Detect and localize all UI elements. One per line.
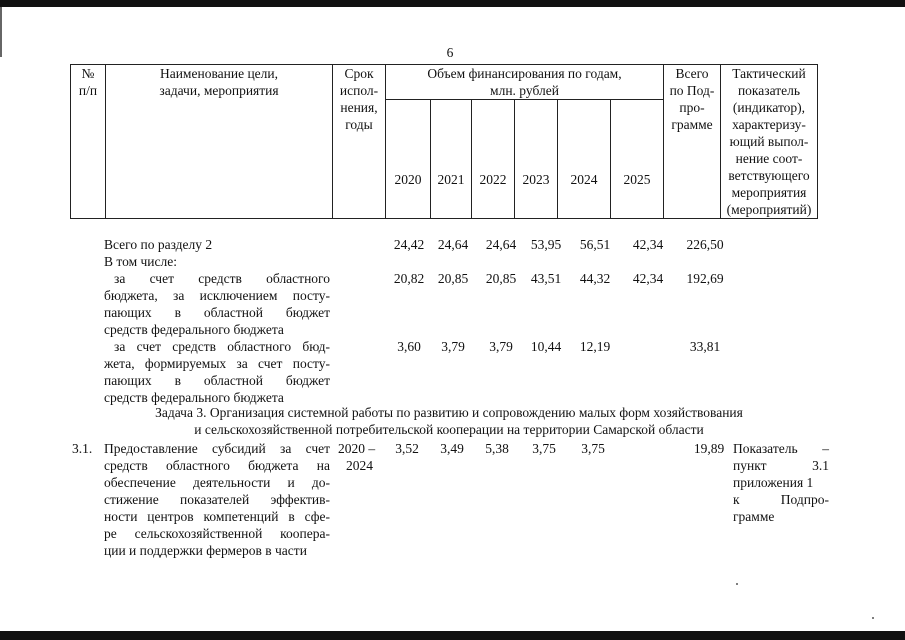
sub-row-1-total: 192,69 — [686, 271, 724, 286]
sub-row-2-text: за счет средств областного бюд- жета, формируемых за счет посту- пающих в областной бюджет средств федерального бюджета — [104, 339, 330, 405]
sub-row-1-2022: 20,85 — [485, 271, 517, 286]
section-total-2023: 53,95 — [530, 237, 562, 252]
header-year-2024: 2024 — [558, 100, 611, 219]
sub-row-2-total: 33,81 — [689, 339, 721, 354]
section-total-2025: 42,34 — [632, 237, 664, 252]
item-3-1-2022: 5,38 — [485, 441, 509, 456]
item-3-1-total: 19,89 — [693, 441, 725, 456]
header-col-name: Наименование цели, задачи, мероприятия — [106, 65, 333, 219]
header-year-2025: 2025 — [611, 100, 664, 219]
table-header — [70, 64, 818, 219]
header-year-2020: 2020 — [386, 100, 431, 219]
item-3-1-2020: 3,52 — [395, 441, 419, 456]
scan-speck — [736, 583, 738, 585]
sub-row-1-2023: 43,51 — [530, 271, 562, 286]
sub-row-2-2020: 3,60 — [397, 339, 421, 354]
item-3-1-2021: 3,49 — [440, 441, 464, 456]
section-total-2024: 56,51 — [579, 237, 611, 252]
header-col-term: Срок испол- нения, годы — [333, 65, 386, 219]
item-3-1-indicator: Показатель – пункт 3.1 приложения 1 к Подпро- грамме — [733, 441, 829, 524]
scan-bottom-border — [0, 631, 905, 640]
sub-row-2-2024: 12,19 — [579, 339, 611, 354]
section-total-2020: 24,42 — [393, 237, 425, 252]
header-col-funding: Объем финансирования по годам, млн. рублей — [386, 65, 664, 100]
section-total-2021: 24,64 — [437, 237, 469, 252]
scan-speck — [872, 617, 874, 619]
task-3-heading: Задача 3. Организация системной работы по развитию и сопровождению малых форм хозяйствования и сельскохозяйственной потребительской кооперации на территории Самарской области — [155, 405, 743, 437]
header-year-2021: 2021 — [431, 100, 472, 219]
header-col-total: Всего по Под- про- грамме — [664, 65, 721, 219]
sub-row-1-2025: 42,34 — [632, 271, 664, 286]
header-col-indicator: Тактический показатель (индикатор), характеризу- ющий выпол- нение соот- ветствующего мероприятия (мероприятий) — [721, 65, 818, 219]
header-year-2023: 2023 — [515, 100, 558, 219]
scan-left-edge — [0, 7, 2, 57]
page-number: 6 — [446, 45, 454, 60]
sub-row-2-2023: 10,44 — [530, 339, 562, 354]
header-col-number: № п/п — [71, 65, 106, 219]
sub-row-2-2022: 3,79 — [489, 339, 513, 354]
sub-row-1-2020: 20,82 — [393, 271, 425, 286]
sub-row-1-2024: 44,32 — [579, 271, 611, 286]
section-total-label: Всего по разделу 2 — [104, 237, 213, 252]
section-total-2022: 24,64 — [485, 237, 517, 252]
item-3-1-text: Предоставление субсидий за счет средств областного бюджета на обеспечение деятельности и до- стижение показателей эффектив- ности центров компетенций в сфе- ре сельскохозяйственной коопера- ции и поддержки фермеров в части — [104, 441, 330, 558]
sub-row-1-text: за счет средств областного бюджета, за исключением посту- пающих в областной бюджет средств федерального бюджета — [104, 271, 330, 337]
item-3-1-2024: 3,75 — [581, 441, 605, 456]
sub-row-1-2021: 20,85 — [437, 271, 469, 286]
sub-row-2-2021: 3,79 — [441, 339, 465, 354]
header-year-2022: 2022 — [472, 100, 515, 219]
including-label: В том числе: — [104, 254, 177, 269]
scan-top-border — [0, 0, 905, 7]
section-total-all: 226,50 — [686, 237, 724, 252]
item-3-1-term: 2020 – 2024 — [338, 441, 376, 473]
item-3-1-number: 3.1. — [72, 441, 93, 456]
item-3-1-2023: 3,75 — [532, 441, 556, 456]
